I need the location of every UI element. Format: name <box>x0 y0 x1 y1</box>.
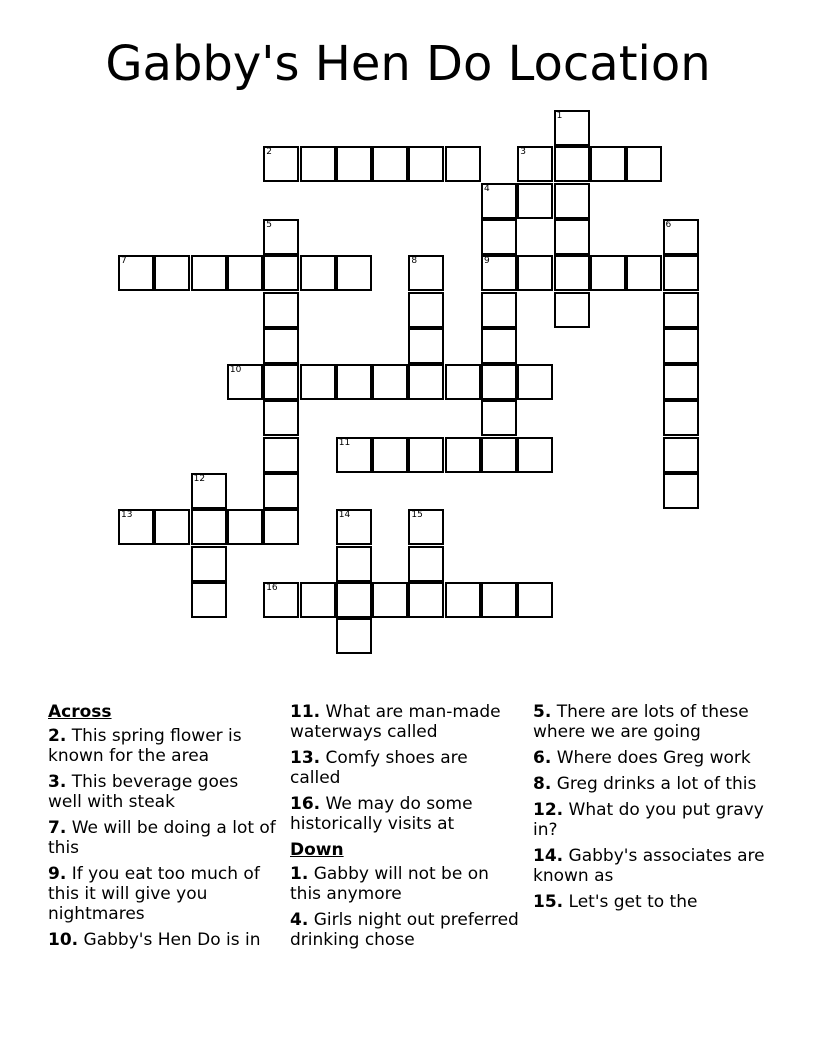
across-clue <box>48 818 276 858</box>
grid-cell[interactable] <box>554 292 590 328</box>
grid-cell[interactable] <box>408 546 444 582</box>
grid-cell[interactable] <box>154 255 190 291</box>
across-clue <box>290 794 522 834</box>
cell-number: 6 <box>665 219 672 230</box>
clue-number: 6. <box>533 748 552 768</box>
grid-cell[interactable] <box>263 255 299 291</box>
grid-cell[interactable] <box>663 364 699 400</box>
grid-cell[interactable] <box>408 437 444 473</box>
grid-cell[interactable] <box>481 219 517 255</box>
grid-cell[interactable] <box>408 255 444 291</box>
clue-number: 8. <box>533 774 552 794</box>
cell-number: 9 <box>484 256 490 267</box>
grid-cell[interactable] <box>227 364 263 400</box>
grid-cell[interactable] <box>481 292 517 328</box>
clues-column-1 <box>48 702 276 956</box>
grid-cell[interactable] <box>336 437 372 473</box>
grid-cell[interactable] <box>517 364 553 400</box>
clue-number: 4. <box>290 910 309 930</box>
grid-cell[interactable] <box>481 328 517 364</box>
grid-cell[interactable] <box>227 509 263 545</box>
clue-text: Comfy shoes are called <box>290 748 468 788</box>
grid-cell[interactable] <box>481 582 517 618</box>
grid-cell[interactable] <box>554 146 590 182</box>
page-title: Gabby's Hen Do Location <box>105 36 711 92</box>
grid-cell[interactable] <box>336 582 372 618</box>
clue-text: Gabby's Hen Do is in <box>83 930 261 950</box>
grid-cell[interactable] <box>118 255 154 291</box>
grid-cell[interactable] <box>554 255 590 291</box>
grid-cell[interactable] <box>118 509 154 545</box>
grid-cell[interactable] <box>408 509 444 545</box>
across-clue <box>48 864 276 924</box>
grid-cell[interactable] <box>263 582 299 618</box>
down-clue <box>290 910 522 950</box>
clues-column-3 <box>533 702 773 918</box>
cell-number: 5 <box>266 219 272 230</box>
grid-cell[interactable] <box>191 509 227 545</box>
grid-cell[interactable] <box>263 328 299 364</box>
grid-cell[interactable] <box>263 146 299 182</box>
cell-number: 11 <box>338 437 351 448</box>
clue-number: 11. <box>290 702 321 722</box>
grid-cell[interactable] <box>554 183 590 219</box>
cell-number: 13 <box>121 510 133 521</box>
across-heading: Across <box>48 702 112 722</box>
clue-number: 15. <box>533 892 564 912</box>
clue-text: Gabby will not be on this anymore <box>290 864 489 904</box>
grid-cell[interactable] <box>408 582 444 618</box>
grid-cell[interactable] <box>517 183 553 219</box>
clue-number: 3. <box>48 772 67 792</box>
clue-number: 5. <box>533 702 552 722</box>
clue-number: 14. <box>533 846 564 866</box>
down-clue <box>533 892 773 912</box>
grid-cell[interactable] <box>408 146 444 182</box>
across-clue <box>290 702 522 742</box>
grid-cell[interactable] <box>445 582 481 618</box>
grid-cell[interactable] <box>517 582 553 618</box>
clue-number: 13. <box>290 748 321 768</box>
grid-cell[interactable] <box>227 255 263 291</box>
grid-cell[interactable] <box>663 219 699 255</box>
clue-text: This beverage goes well with steak <box>48 772 239 812</box>
grid-cell[interactable] <box>263 437 299 473</box>
grid-cell[interactable] <box>481 364 517 400</box>
grid-cell[interactable] <box>517 437 553 473</box>
grid-cell[interactable] <box>191 582 227 618</box>
grid-cell[interactable] <box>517 146 553 182</box>
cell-number: 3 <box>520 147 527 158</box>
grid-cell[interactable] <box>372 364 408 400</box>
clues-column-2 <box>290 702 522 956</box>
clue-text: There are lots of these where we are going <box>533 702 749 742</box>
down-clue <box>533 846 773 886</box>
grid-cell[interactable] <box>554 110 590 146</box>
clue-text: We will be doing a lot of this <box>48 818 276 858</box>
clue-text: Let's get to the <box>568 892 698 912</box>
down-clue <box>290 864 522 904</box>
down-heading: Down <box>290 840 344 860</box>
grid-cell[interactable] <box>481 437 517 473</box>
clue-number: 10. <box>48 930 79 950</box>
grid-cell[interactable] <box>408 364 444 400</box>
grid-cell[interactable] <box>663 292 699 328</box>
grid-cell[interactable] <box>517 255 553 291</box>
grid-cell[interactable] <box>626 255 662 291</box>
grid-cell[interactable] <box>336 255 372 291</box>
across-clue <box>48 726 276 766</box>
across-clue <box>48 930 276 950</box>
grid-cell[interactable] <box>626 146 662 182</box>
grid-cell[interactable] <box>300 146 336 182</box>
clue-text: Greg drinks a lot of this <box>556 774 757 794</box>
grid-cell[interactable] <box>481 183 517 219</box>
grid-cell[interactable] <box>481 255 517 291</box>
clue-text: We may do some historically visits at <box>290 794 473 834</box>
clue-number: 12. <box>533 800 564 820</box>
cell-number: 16 <box>266 582 278 593</box>
grid-cell[interactable] <box>300 582 336 618</box>
clue-text: Where does Greg work <box>556 748 751 768</box>
grid-cell[interactable] <box>663 255 699 291</box>
grid-cell[interactable] <box>336 509 372 545</box>
grid-cell[interactable] <box>263 219 299 255</box>
cell-number: 7 <box>121 256 127 267</box>
grid-cell[interactable] <box>263 292 299 328</box>
clue-number: 1. <box>290 864 309 884</box>
cell-number: 4 <box>484 183 490 194</box>
cell-number: 8 <box>411 256 418 267</box>
grid-cell[interactable] <box>372 146 408 182</box>
grid-cell[interactable] <box>408 328 444 364</box>
clue-text: Girls night out preferred drinking chose <box>290 910 519 950</box>
grid-cell[interactable] <box>191 473 227 509</box>
cell-number: 14 <box>338 510 351 521</box>
grid-cell[interactable] <box>263 509 299 545</box>
grid-cell[interactable] <box>663 328 699 364</box>
clue-number: 7. <box>48 818 67 838</box>
grid-cell[interactable] <box>191 255 227 291</box>
grid-cell[interactable] <box>191 546 227 582</box>
grid-cell[interactable] <box>663 437 699 473</box>
grid-cell[interactable] <box>336 618 372 654</box>
grid-cell[interactable] <box>154 509 190 545</box>
cell-number: 10 <box>229 365 242 376</box>
grid-cell[interactable] <box>663 473 699 509</box>
clue-text: This spring flower is known for the area <box>48 726 242 766</box>
clue-number: 16. <box>290 794 321 814</box>
grid-cell[interactable] <box>300 255 336 291</box>
grid-cell[interactable] <box>372 437 408 473</box>
cell-number: 12 <box>193 474 206 484</box>
cell-number: 15 <box>411 510 423 521</box>
grid-cell[interactable] <box>336 364 372 400</box>
grid-cell[interactable] <box>590 255 626 291</box>
down-clue <box>533 702 773 742</box>
grid-cell[interactable] <box>408 292 444 328</box>
clue-number: 2. <box>48 726 67 746</box>
grid-cell[interactable] <box>481 400 517 436</box>
clue-text: What do you put gravy in? <box>533 800 764 840</box>
cell-number: 2 <box>266 147 272 158</box>
grid-cell[interactable] <box>300 364 336 400</box>
grid-cell[interactable] <box>554 219 590 255</box>
down-clue <box>533 774 773 794</box>
grid-cell[interactable] <box>590 146 626 182</box>
grid-cell[interactable] <box>663 400 699 436</box>
grid-cell[interactable] <box>336 146 372 182</box>
clue-number: 9. <box>48 864 67 884</box>
grid-cell[interactable] <box>372 582 408 618</box>
grid-cell[interactable] <box>263 400 299 436</box>
down-clue <box>533 800 773 840</box>
grid-cell[interactable] <box>263 364 299 400</box>
across-clue <box>290 748 522 788</box>
clue-text: If you eat too much of this it will give you nightmares <box>48 864 260 924</box>
cell-number: 1 <box>556 111 563 121</box>
grid-cell[interactable] <box>445 364 481 400</box>
across-clue <box>48 772 276 812</box>
grid-cell[interactable] <box>445 146 481 182</box>
grid-cell[interactable] <box>336 546 372 582</box>
grid-cell[interactable] <box>445 437 481 473</box>
clue-text: What are man-made waterways called <box>290 702 501 742</box>
grid-cell[interactable] <box>263 473 299 509</box>
clue-text: Gabby's associates are known as <box>533 846 765 886</box>
down-clue <box>533 748 773 768</box>
